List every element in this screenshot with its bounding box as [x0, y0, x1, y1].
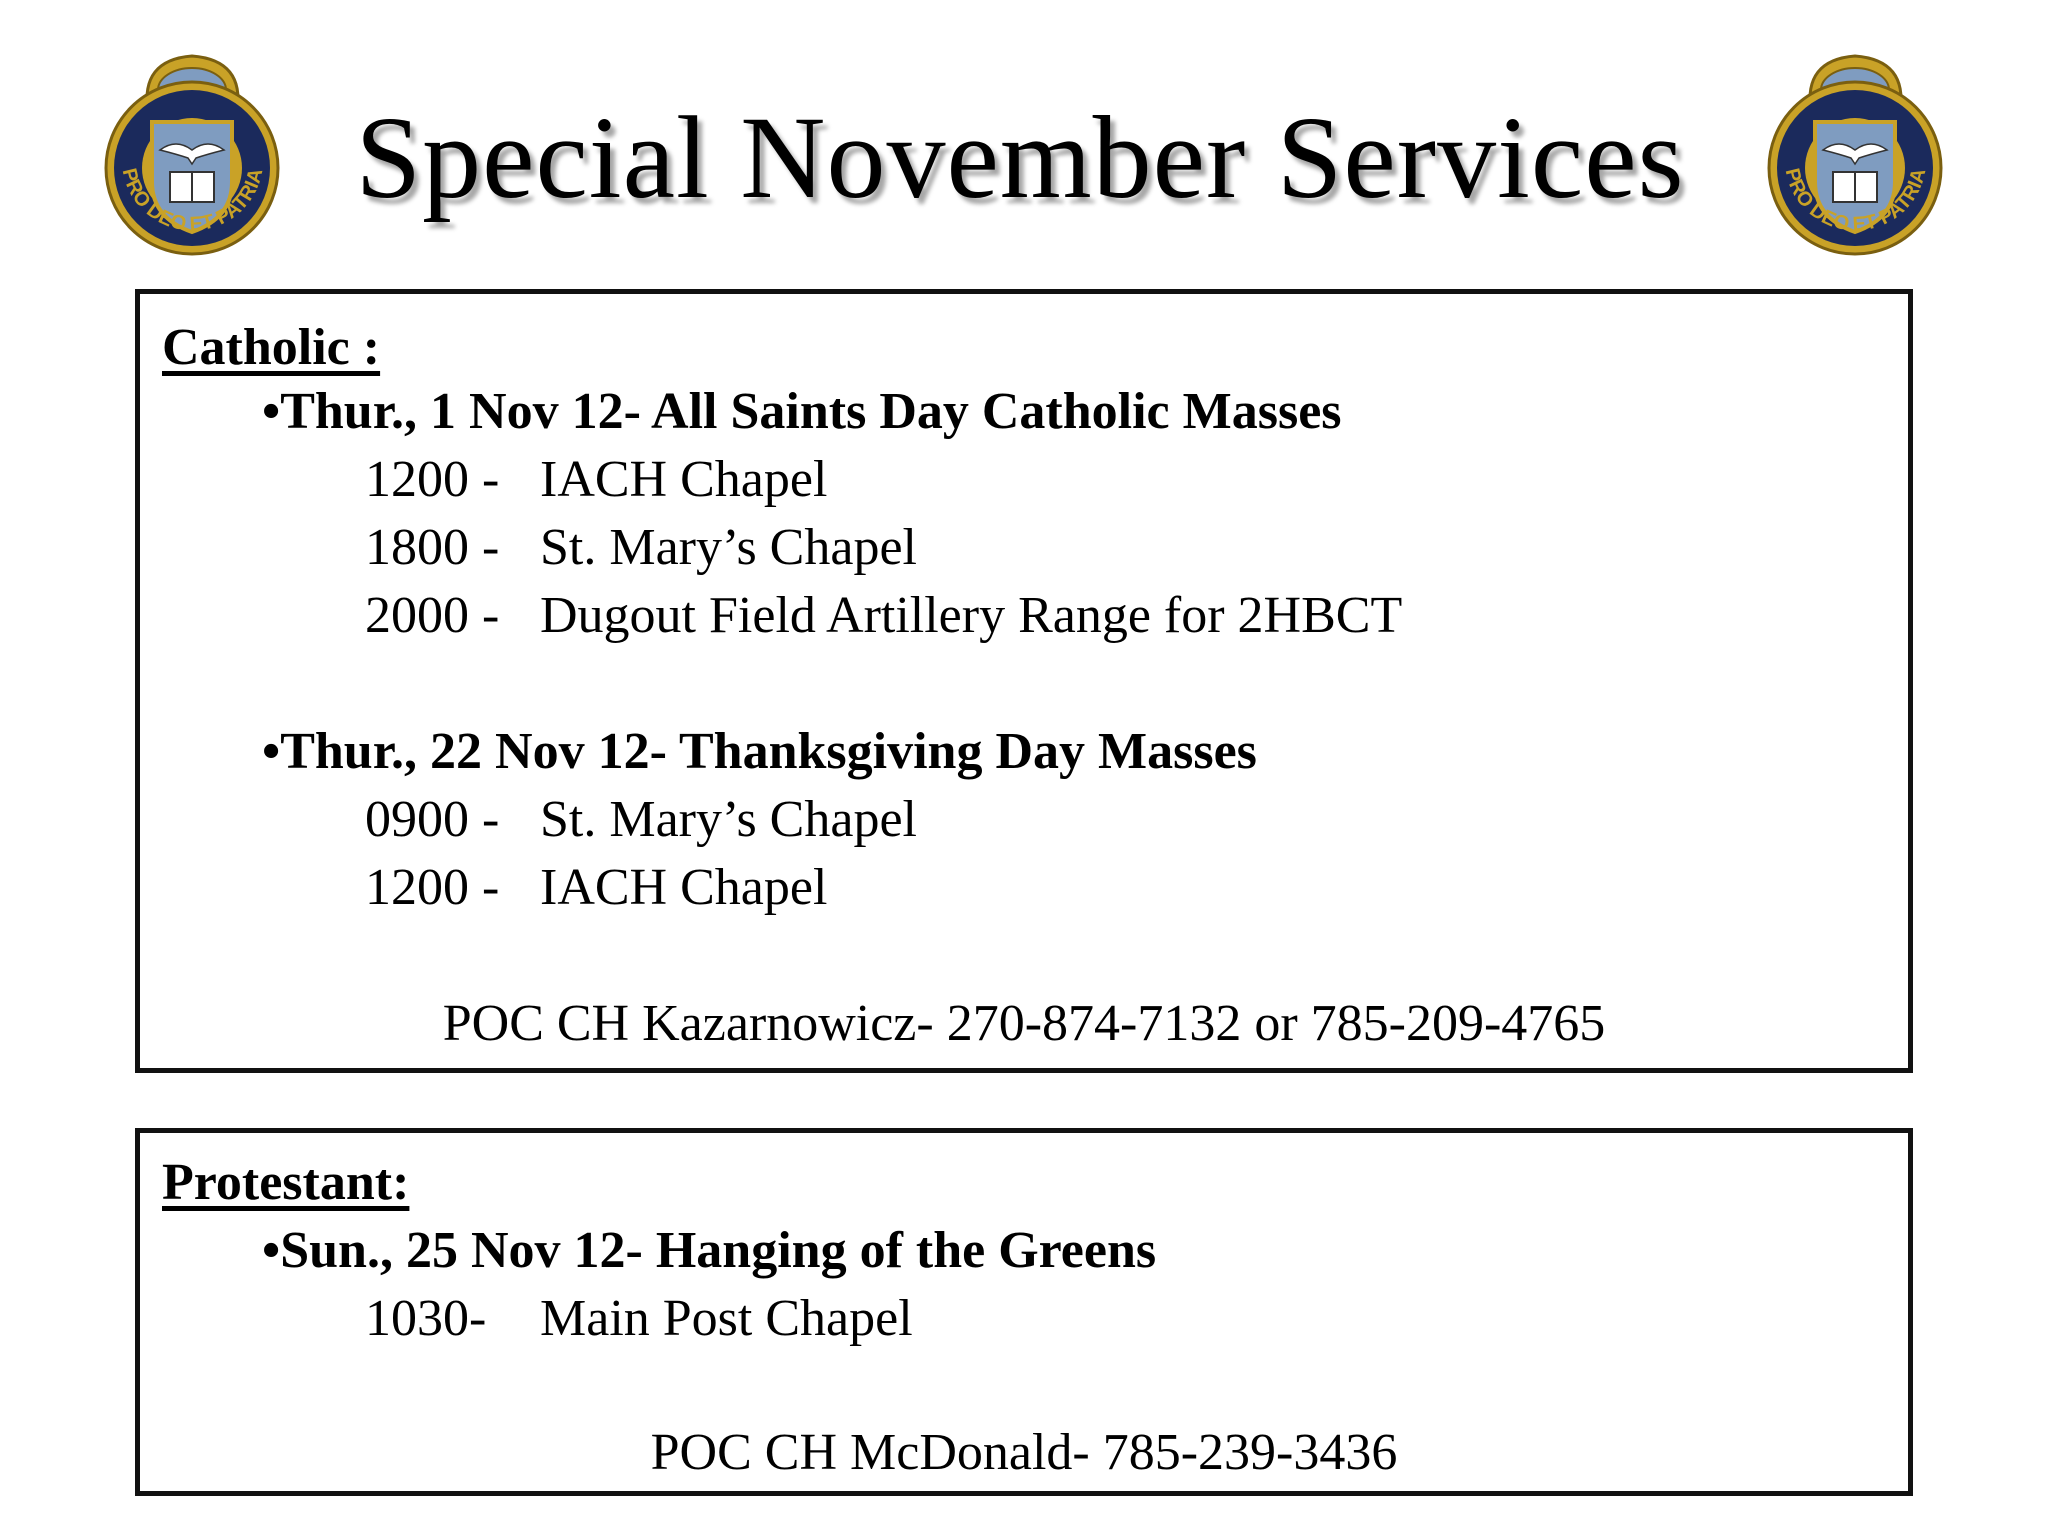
service-time: 1030-: [365, 1290, 487, 1347]
service-line: [365, 1289, 913, 1349]
service-place: St. Mary’s Chapel: [540, 519, 917, 576]
page-title: Special November Services: [355, 92, 1685, 223]
svg-text:PRO DEO ET PATRIA: PRO DEO ET PATRIA: [1780, 166, 1931, 236]
chaplain-corps-insignia-right: [1763, 50, 1948, 260]
service-time: 1200 -: [365, 859, 500, 916]
event-all-saints-day: •Thur., 1 Nov 12- All Saints Day Catholic Masses: [262, 383, 1342, 440]
service-time: 2000 -: [365, 587, 500, 644]
service-place: St. Mary’s Chapel: [540, 791, 917, 848]
service-place: Main Post Chapel: [540, 1290, 913, 1347]
service-place: IACH Chapel: [540, 859, 828, 916]
service-place: Dugout Field Artillery Range for 2HBCT: [540, 587, 1403, 644]
catholic-heading: Catholic :: [162, 319, 381, 376]
protestant-poc-contact: POC CH McDonald- 785-239-3436: [650, 1424, 1398, 1481]
chaplain-corps-insignia-left: [100, 50, 285, 260]
protestant-heading: Protestant:: [162, 1154, 410, 1211]
catholic-poc-contact: POC CH Kazarnowicz- 270-874-7132 or 785-209-4765: [442, 995, 1606, 1052]
service-line: [365, 450, 827, 510]
svg-text:PRO DEO ET PATRIA: PRO DEO ET PATRIA: [117, 166, 268, 236]
service-line: [365, 586, 1402, 646]
service-line: [365, 858, 827, 918]
service-time: 1800 -: [365, 519, 500, 576]
event-thanksgiving-day: •Thur., 22 Nov 12- Thanksgiving Day Masses: [262, 723, 1257, 780]
service-line: [365, 790, 917, 850]
service-time: 0900 -: [365, 791, 500, 848]
catholic-services-panel: [135, 289, 1913, 1073]
protestant-services-panel: [135, 1128, 1913, 1496]
service-time: 1200 -: [365, 451, 500, 508]
event-hanging-of-the-greens: •Sun., 25 Nov 12- Hanging of the Greens: [262, 1222, 1157, 1279]
service-line: [365, 518, 917, 578]
service-place: IACH Chapel: [540, 451, 828, 508]
